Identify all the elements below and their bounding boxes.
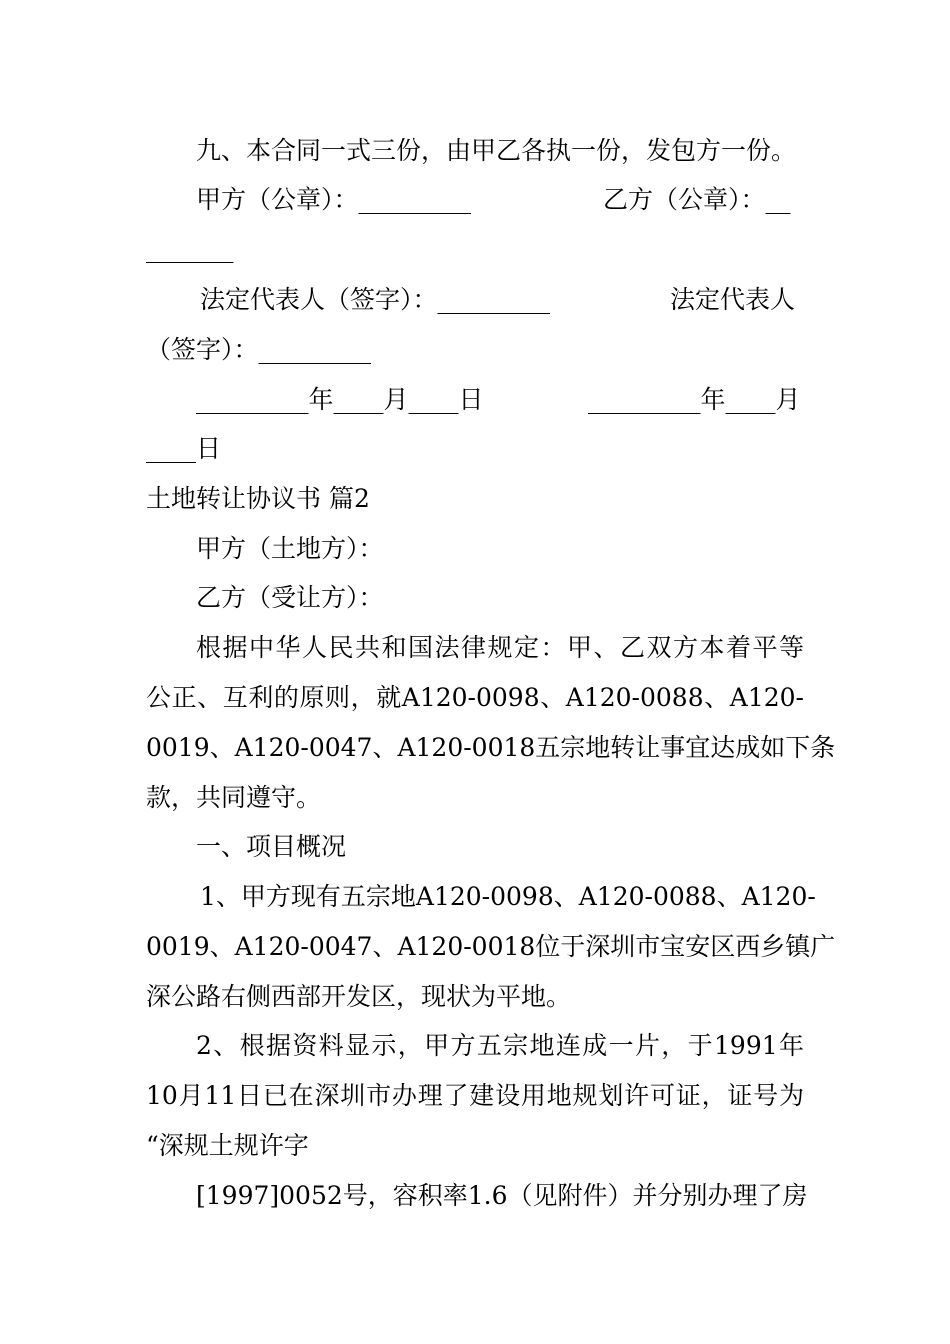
date-b: _________年____月 [588, 385, 801, 414]
section-heading: 土地转让协议书 篇2 [146, 484, 370, 513]
item-3-line-1: [1997]0052号，容积率1.6（见附件）并分别办理了房 [196, 1181, 808, 1210]
party-a-label: 甲方（土地方）： [196, 534, 384, 563]
item-2-line-2: 10月11日已在深圳市办理了建设用地规划许可证，证号为 [146, 1081, 804, 1110]
intro-line-1: 根据中华人民共和国法律规定：甲、乙双方本着平等 [196, 633, 804, 662]
intro-line-2: 公正、互利的原则，就A120-0098、A120-0088、A120- [146, 683, 804, 712]
legal-rep-b: 法定代表人 [670, 285, 796, 314]
legal-rep-b-continued: （签字）：_________ [146, 335, 372, 364]
party-b-label: 乙方（受让方）： [196, 583, 384, 612]
intro-line-4: 款，共同遵守。 [146, 783, 322, 812]
section-1-title: 一、项目概况 [196, 832, 347, 861]
signature-party-a: 甲方（公章）：_________ [196, 185, 472, 214]
clause-9: 九、本合同一式三份，由甲乙各执一份，发包方一份。 [196, 136, 797, 165]
item-1-line-2: 0019、A120-0047、A120-0018位于深圳市宝安区西乡镇广 [146, 932, 836, 961]
signature-party-b: 乙方（公章）：__ [603, 185, 791, 214]
date-a: _________年____月____日 [196, 385, 484, 414]
item-1-line-3: 深公路右侧西部开发区，现状为平地。 [146, 982, 572, 1011]
intro-line-3: 0019、A120-0047、A120-0018五宗地转让事宜达成如下条 [146, 733, 836, 762]
legal-rep-a: 法定代表人（签字）：_________ [200, 285, 551, 314]
item-1-line-1: 1、甲方现有五宗地A120-0098、A120-0088、A120- [200, 882, 816, 911]
date-b-continued: ____日 [146, 434, 222, 463]
item-2-line-3: “深规土规许字 [146, 1131, 309, 1160]
item-2-line-1: 2、根据资料显示，甲方五宗地连成一片，于1991年 [196, 1031, 804, 1060]
signature-party-b-continued: _______ [146, 234, 234, 263]
